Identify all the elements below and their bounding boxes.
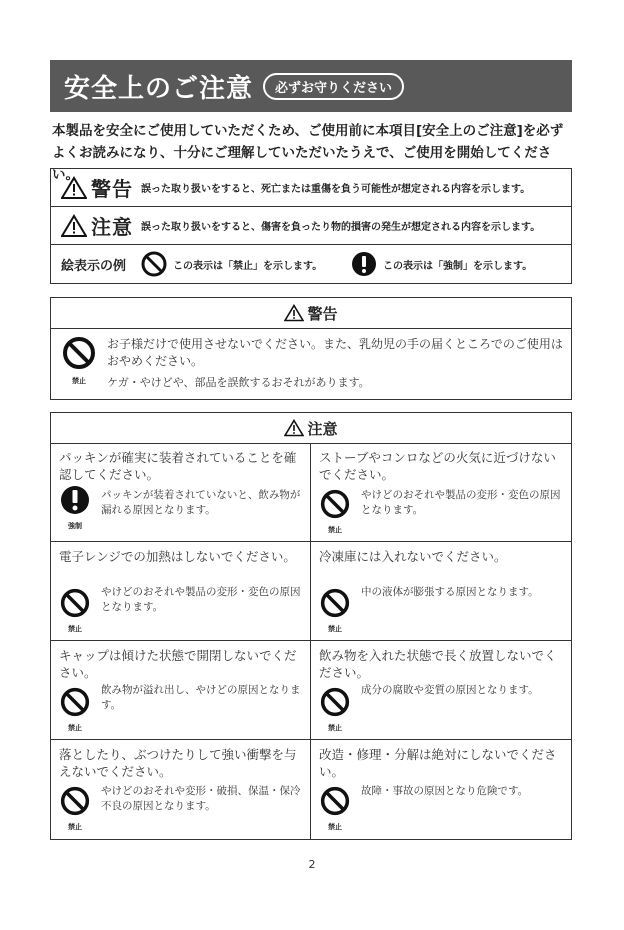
section-header (50, 60, 572, 112)
prohibit-symbol (317, 588, 353, 634)
legend-caution-row (51, 207, 571, 245)
mandatory-example-text: この表示は「強制」を示します。 (383, 260, 533, 272)
caution-item (311, 542, 571, 641)
caution-detail: 故障・事故の原因となり危険です。 (361, 785, 529, 797)
caution-heading: キャップは傾けた状態で開閉しないでください。 (59, 648, 297, 680)
caution-heading: 改造・修理・分解は絶対にしないでください。 (319, 747, 557, 779)
caution-heading: 落としたり、ぶつけたりして強い衝撃を与えないでください。 (59, 747, 297, 779)
intro-line-1: 本製品を安全にご使用していただくため、ご使用前に本項目[安全上のご注意]を必ず (52, 123, 564, 139)
caution-detail: 中の液体が膨張する原因となります。 (361, 586, 539, 598)
symbol-caption: 禁止 (328, 526, 342, 534)
caution-detail: やけどのおそれや製品の変形・変色の原因となります。 (101, 586, 301, 613)
prohibit-icon (60, 588, 90, 618)
symbol-caption: 禁止 (328, 625, 342, 633)
section-title: 安全上のご注意 (64, 73, 254, 104)
page-number: 2 (308, 858, 316, 871)
example-label: 絵表示の例 (61, 258, 127, 274)
warning-box-heading (51, 298, 571, 329)
caution-item (51, 542, 311, 641)
warning-description: 誤った取り扱いをすると、死亡または重傷を負う可能性が想定される内容を示します。 (141, 184, 531, 195)
prohibit-icon (60, 786, 90, 816)
caution-detail: やけどのおそれや製品の変形・変色の原因となります。 (361, 489, 561, 516)
symbol-caption: 禁止 (68, 823, 82, 831)
warning-text: お子様だけで使用させないでください。また、乳幼児の手の届くところでのご使用はおやめください。 (107, 337, 563, 368)
caution-box-title: 注意 (307, 419, 338, 438)
signal-word-legend (50, 168, 572, 284)
prohibit-symbol (317, 786, 353, 832)
symbol-caption: 禁止 (68, 625, 82, 633)
prohibit-icon (320, 786, 350, 816)
symbol-caption: 強制 (68, 522, 82, 530)
caution-detail: やけどのおそれや変形・破損、保温・保冷不良の原因となります。 (101, 785, 301, 812)
caution-detail: パッキンが装着されていないと、飲み物が漏れる原因となります。 (101, 489, 301, 516)
prohibit-icon (60, 687, 90, 717)
prohibit-icon (141, 251, 167, 277)
warning-triangle-icon (61, 176, 87, 200)
symbol-caption: 禁止 (72, 377, 86, 385)
warning-consequence: ケガ・やけどや、部品を誤飲するおそれがあります。 (107, 376, 370, 389)
caution-item (51, 443, 311, 542)
warning-word: 警告 (91, 177, 133, 201)
prohibit-symbol (57, 786, 93, 832)
warning-signal (61, 173, 141, 202)
prohibit-symbol (317, 489, 353, 535)
caution-item (311, 740, 571, 839)
caution-heading: 電子レンジでの加熱はしないでください。 (59, 549, 296, 564)
mandatory-icon (60, 485, 90, 515)
caution-word: 注意 (91, 215, 133, 239)
caution-detail: 成分の腐敗や変質の原因となります。 (361, 684, 539, 696)
prohibit-symbol (57, 588, 93, 634)
prohibit-symbol (57, 687, 93, 733)
symbol-caption: 禁止 (328, 823, 342, 831)
caution-detail: 飲み物が溢れ出し、やけどの原因となります。 (101, 684, 301, 711)
warning-box-title: 警告 (307, 304, 338, 323)
caution-item (51, 641, 311, 740)
prohibit-icon (320, 489, 350, 519)
symbol-caption: 禁止 (328, 724, 342, 732)
caution-item (51, 740, 311, 839)
caution-triangle-icon (284, 419, 304, 437)
caution-heading: パッキンが確実に装着されていることを確認してください。 (59, 450, 297, 482)
prohibit-example (141, 251, 351, 277)
intro-line-2: よくお読みになり、十分にご理解していただいたうえで、ご使用を開始してください。 (52, 145, 552, 183)
prohibit-icon (320, 588, 350, 618)
prohibit-example-text: この表示は「禁止」を示します。 (173, 260, 323, 272)
mandatory-symbol (57, 485, 93, 531)
mandatory-example (351, 251, 532, 277)
caution-box (50, 412, 572, 840)
caution-heading: 冷凍庫には入れないでください。 (319, 549, 507, 564)
warning-triangle-icon (284, 304, 304, 322)
caution-signal (61, 211, 141, 240)
prohibit-icon (320, 687, 350, 717)
caution-description: 誤った取り扱いをすると、傷害を負ったり物的損害の発生が想定される内容を示します。 (141, 222, 541, 233)
prohibit-symbol (317, 687, 353, 733)
caution-item (311, 641, 571, 740)
caution-item (311, 443, 571, 542)
caution-heading: 飲み物を入れた状態で長く放置しないでください。 (319, 648, 557, 680)
mandatory-icon (351, 251, 377, 277)
must-follow-badge: 必ずお守りください (263, 73, 404, 100)
warning-prohibit-symbol (59, 336, 99, 386)
legend-example-row (51, 245, 571, 283)
caution-box-heading (51, 413, 571, 444)
symbol-caption: 禁止 (68, 724, 82, 732)
legend-warning-row (51, 169, 571, 207)
caution-triangle-icon (61, 214, 87, 238)
warning-box (50, 297, 572, 400)
caution-heading: ストーブやコンロなどの火気に近づけないでください。 (319, 450, 556, 482)
prohibit-icon (62, 336, 96, 370)
